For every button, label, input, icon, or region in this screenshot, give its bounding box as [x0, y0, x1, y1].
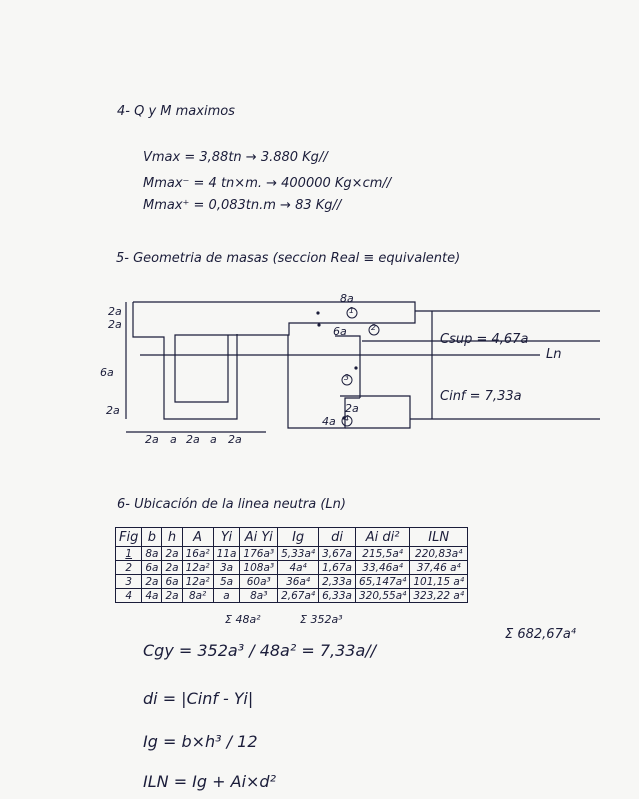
header-iln: ILN [410, 528, 468, 547]
section-outline-top [133, 302, 415, 402]
cell: 12a² [182, 561, 213, 575]
bottom-dim-5: 2a [228, 433, 242, 446]
marker-4: 4 [344, 414, 350, 423]
cell: 2,67a⁴ [278, 589, 319, 603]
di-formula: di = |Cinf - Yi| [143, 689, 254, 708]
header-h: h [162, 528, 182, 547]
cell: 6a [162, 575, 182, 589]
cinf-label: Cinf = 7,33a [440, 389, 522, 404]
header-fig: Fig [116, 528, 142, 547]
cell: 1,67a [319, 561, 356, 575]
header-b: b [142, 528, 162, 547]
table-row [116, 547, 468, 561]
cell: 2 [116, 561, 142, 575]
vmax-line: Vmax = 3,88tn → 3.880 Kg// [143, 150, 328, 165]
table-header-row [116, 528, 468, 547]
csup-label: Csup = 4,67a [440, 332, 529, 347]
section5-heading: 5- Geometria de masas (seccion Real ≡ equivalente) [116, 251, 461, 266]
cell: 2a [162, 547, 182, 561]
cell: 2,33a [319, 575, 356, 589]
bottom-dim-4: a [210, 433, 217, 446]
sum-area: Σ 48a² [225, 613, 261, 626]
sum-aiyi: Σ 352a³ [300, 613, 343, 626]
cell: 36a⁴ [278, 575, 319, 589]
cell: 320,55a⁴ [355, 589, 409, 603]
bottom-dim-2: a [170, 433, 177, 446]
centroid-dot-2 [317, 323, 320, 326]
marker-1: 1 [349, 306, 355, 315]
marker-3: 3 [344, 373, 350, 382]
cell: 8a³ [240, 589, 278, 603]
cell: 3 [116, 575, 142, 589]
cell: 33,46a⁴ [355, 561, 409, 575]
cell: 6,33a [319, 589, 356, 603]
right-2a-label: 2a [345, 402, 359, 415]
cell: a [213, 589, 240, 603]
cell: 8a [142, 547, 162, 561]
cell: 3,67a [319, 547, 356, 561]
cell: 101,15 a⁴ [410, 575, 468, 589]
cell: 108a³ [240, 561, 278, 575]
iln-formula: ILN = Ig + Ai×d² [143, 772, 276, 791]
cell: 4 [116, 589, 142, 603]
marker-2: 2 [371, 323, 377, 332]
left-6a-label: 6a [100, 366, 114, 379]
header-ig: Ig [278, 528, 319, 547]
left-2a-second-label: 2a [108, 318, 122, 331]
cell: 4a⁴ [278, 561, 319, 575]
header-a: A [182, 528, 213, 547]
cell: 176a³ [240, 547, 278, 561]
table-row [116, 589, 468, 603]
ln-label: Ln [546, 347, 562, 362]
ig-formula: Ig = b×h³ / 12 [143, 732, 258, 751]
header-yi: Yi [213, 528, 240, 547]
cell: 2a [162, 561, 182, 575]
cell: 323,22 a⁴ [410, 589, 468, 603]
centroid-dot-1 [316, 311, 319, 314]
cell: 5a [213, 575, 240, 589]
cell: 60a³ [240, 575, 278, 589]
section4-heading: 4- Q y M maximos [117, 104, 235, 119]
cgy-formula: Cgy = 352a³ / 48a² = 7,33a// [143, 641, 377, 660]
cell: 12a² [182, 575, 213, 589]
cell: 1 [116, 547, 142, 561]
cell: 220,83a⁴ [410, 547, 468, 561]
header-di: di [319, 528, 356, 547]
left-2a-bottom-label: 2a [106, 404, 120, 417]
cell: 3a [213, 561, 240, 575]
centroid-dot-3 [354, 366, 357, 369]
cell: 16a² [182, 547, 213, 561]
table-row [116, 575, 468, 589]
left-2a-top-label: 2a [108, 305, 122, 318]
header-aidi2: Ai di² [355, 528, 409, 547]
cell: 6a [142, 561, 162, 575]
low-width-label: 4a [322, 415, 336, 428]
top-width-label: 8a [340, 292, 354, 305]
cell: 8a² [182, 589, 213, 603]
cell: 11a [213, 547, 240, 561]
cell: 2a [142, 575, 162, 589]
section6-heading: 6- Ubicación de la linea neutra (Ln) [117, 497, 346, 512]
cell: 65,147a⁴ [355, 575, 409, 589]
table-row [116, 561, 468, 575]
cell: 37,46 a⁴ [410, 561, 468, 575]
mmax-neg-line: Mmax⁻ = 4 tn×m. → 400000 Kg×cm// [143, 176, 392, 191]
header-aiyi: Ai Yi [240, 528, 278, 547]
cell: 215,5a⁴ [355, 547, 409, 561]
cell: 2a [162, 589, 182, 603]
cell: 5,33a⁴ [278, 547, 319, 561]
cell: 4a [142, 589, 162, 603]
mid-width-label: 6a [333, 325, 347, 338]
mmax-pos-line: Mmax⁺ = 0,083tn.m → 83 Kg// [143, 198, 342, 213]
sum-iln: Σ 682,67a⁴ [505, 627, 577, 642]
neutral-line-table [115, 527, 468, 603]
bottom-dim-3: 2a [186, 433, 200, 446]
bottom-dim-1: 2a [145, 433, 159, 446]
